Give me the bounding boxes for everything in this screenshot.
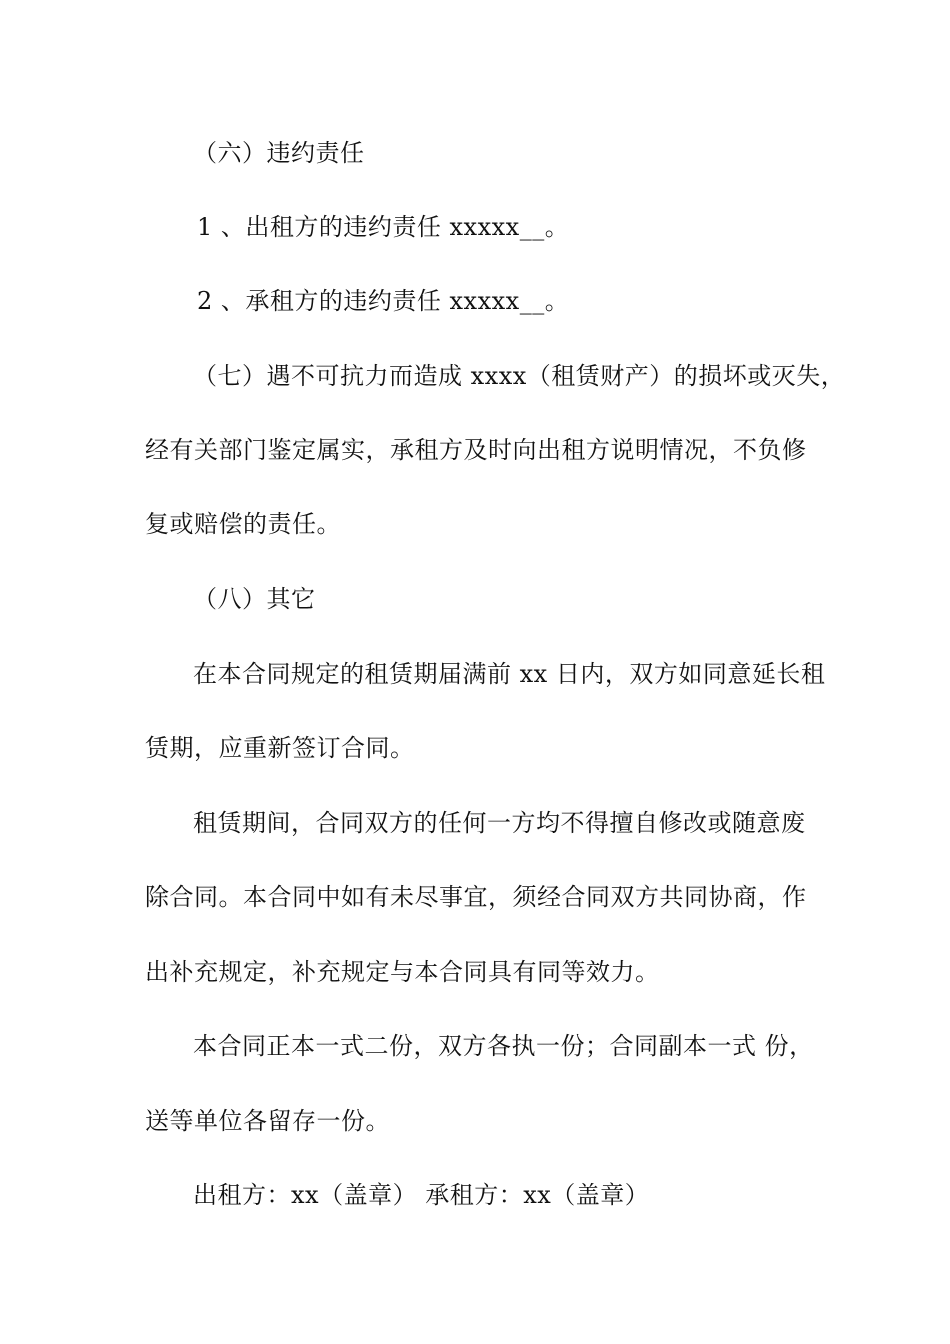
modification-line-2: 除合同。本合同中如有未尽事宜，须经合同双方共同协商，作 [145, 883, 807, 911]
copies-line-2: 送等单位各留存一份。 [145, 1107, 390, 1135]
clause-lessor-liability: 1 、出租方的违约责任 xxxxx__。 [197, 213, 570, 241]
renewal-line-2: 赁期，应重新签订合同。 [145, 734, 415, 762]
force-majeure-line-1: （七）遇不可抗力而造成 xxxx（租赁财产）的损坏或灭失， [193, 362, 846, 390]
clause-lessee-liability: 2 、承租方的违约责任 xxxxx__。 [197, 287, 570, 315]
force-majeure-line-3: 复或赔偿的责任。 [145, 510, 341, 538]
copies-line-1: 本合同正本一式二份，双方各执一份；合同副本一式 份， [193, 1032, 814, 1060]
force-majeure-line-2: 经有关部门鉴定属实，承租方及时向出租方说明情况，不负修 [145, 436, 807, 464]
signature-line: 出租方：xx（盖章） 承租方：xx（盖章） [193, 1181, 650, 1209]
heading-other: （八）其它 [193, 585, 316, 613]
modification-line-3: 出补充规定，补充规定与本合同具有同等效力。 [145, 958, 660, 986]
heading-breach-liability: （六）违约责任 [193, 139, 365, 167]
renewal-line-1: 在本合同规定的租赁期届满前 xx 日内，双方如同意延长租 [193, 660, 826, 688]
modification-line-1: 租赁期间，合同双方的任何一方均不得擅自修改或随意废 [193, 809, 806, 837]
